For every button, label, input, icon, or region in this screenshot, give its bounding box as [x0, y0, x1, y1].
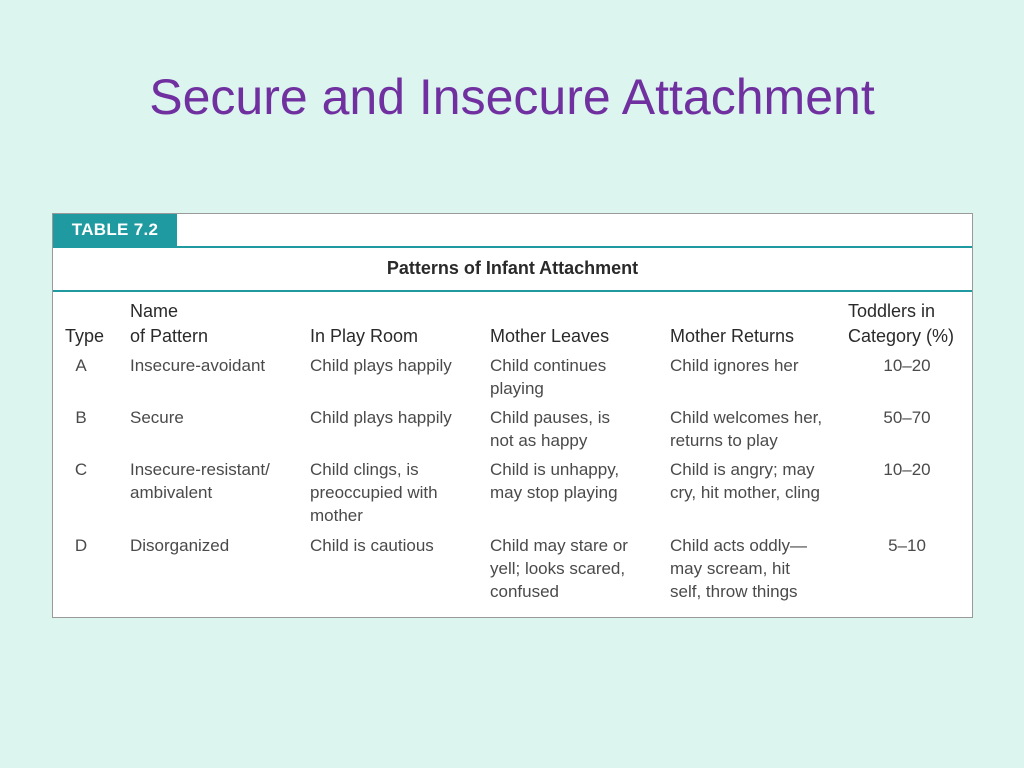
row-a-name: Insecure-avoidant [130, 356, 266, 375]
row-d-name: Disorganized [130, 536, 230, 555]
row-c-play-room: Child clings, is preoccupied with mother [310, 460, 438, 525]
row-c-name: Insecure-resistant/ ambivalent [130, 460, 270, 502]
row-d-play-room: Child is cautious [310, 536, 434, 555]
row-a-type: A [75, 356, 87, 375]
row-c-type: C [74, 460, 88, 479]
caption-divider [53, 290, 972, 292]
row-b-play-room: Child plays happily [310, 408, 452, 427]
row-b-mother-returns: Child welcomes her, returns to play [670, 408, 823, 450]
attachment-table [52, 213, 973, 618]
row-b-name: Secure [130, 408, 184, 427]
row-a-mother-returns: Child ignores her [670, 356, 799, 375]
row-d-type: D [74, 536, 88, 555]
row-d-mother-leaves: Child may stare or yell; looks scared, confused [490, 536, 628, 601]
row-c-toddlers: 10–20 [883, 460, 931, 479]
row-d-mother-returns: Child acts oddly— may scream, hit self, throw things [670, 536, 808, 601]
slide-title: Secure and Insecure Attachment [149, 69, 875, 125]
row-c-mother-returns: Child is angry; may cry, hit mother, cling [670, 460, 820, 502]
table-caption: Patterns of Infant Attachment [386, 258, 639, 278]
row-b-type: B [75, 408, 87, 427]
header-toddlers-in-category: Toddlers in Category (%) [848, 301, 955, 346]
row-d-toddlers: 5–10 [888, 536, 926, 555]
row-c-mother-leaves: Child is unhappy, may stop playing [490, 460, 620, 502]
row-a-mother-leaves: Child continues playing [490, 356, 607, 398]
row-b-mother-leaves: Child pauses, is not as happy [490, 408, 611, 450]
table-number-tag: TABLE 7.2 [53, 214, 177, 246]
header-name-of-pattern: Name of Pattern [130, 301, 209, 346]
row-a-play-room: Child plays happily [310, 356, 452, 375]
tag-divider [53, 246, 972, 248]
header-in-play-room: In Play Room [310, 326, 419, 346]
row-b-toddlers: 50–70 [883, 408, 931, 427]
header-type: Type [65, 326, 105, 346]
header-mother-returns: Mother Returns [670, 326, 795, 346]
header-mother-leaves: Mother Leaves [490, 326, 610, 346]
row-a-toddlers: 10–20 [883, 356, 931, 375]
